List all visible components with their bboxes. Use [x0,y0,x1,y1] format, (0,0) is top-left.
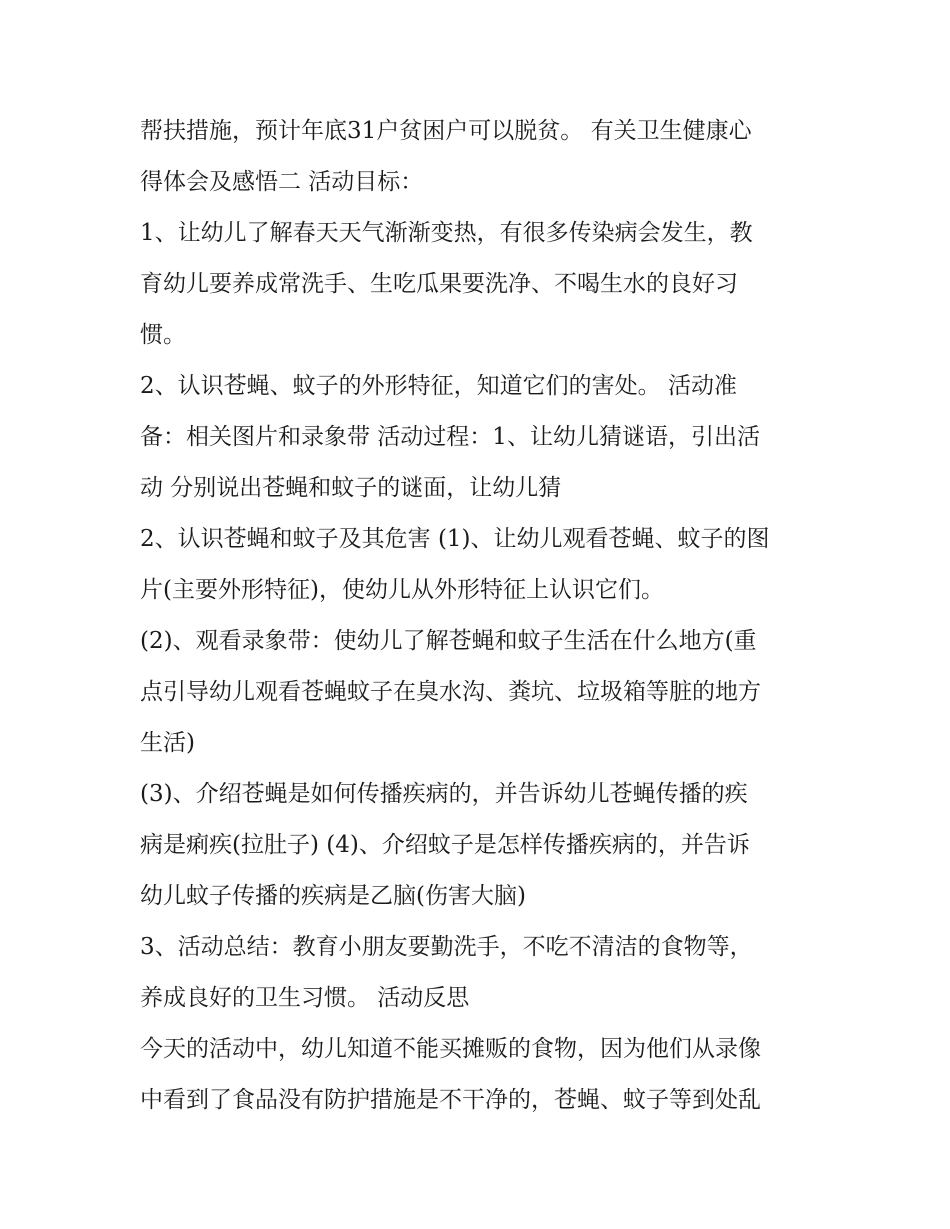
text-line: 2、认识苍蝇、蚊子的外形特征，知道它们的害处。 活动准 [140,373,737,399]
text-line: 育幼儿要养成常洗手、生吃瓜果要洗净、不喝生水的良好习 [140,271,738,297]
text-line: 养成良好的卫生习惯。 活动反思 [140,985,470,1011]
text-line: 帮扶措施，预计年底31户贫困户可以脱贫。 有关卫生健康心 [140,118,752,144]
text-line: 病是痢疾(拉肚子) (4)、介绍蚊子是怎样传播疾病的，并告诉 [140,832,750,858]
paragraph-7 [140,922,830,1024]
paragraph-1 [140,106,830,208]
text-line: 生活) [140,730,195,756]
paragraph-4 [140,514,830,616]
paragraph-3 [140,361,830,514]
paragraph-8 [140,1024,830,1126]
text-line: 动 分别说出苍蝇和蚊子的谜面，让幼儿猜 [140,475,562,501]
text-line: 惯。 [140,322,186,348]
paragraph-5 [140,616,830,769]
text-line: 点引导幼儿观看苍蝇蚊子在臭水沟、粪坑、垃圾箱等脏的地方 [140,679,761,705]
text-line: 中看到了食品没有防护措施是不干净的，苍蝇、蚊子等到处乱 [140,1087,761,1113]
text-line: 得体会及感悟二 活动目标： [140,169,424,195]
text-line: 备：相关图片和录象带 活动过程：1、让幼儿猜谜语，引出活 [140,424,760,450]
text-line: 幼儿蚊子传播的疾病是乙脑(伤害大脑) [140,883,526,909]
text-line: (2)、观看录象带：使幼儿了解苍蝇和蚊子生活在什么地方(重 [140,628,757,654]
text-line: 1、让幼儿了解春天天气渐渐变热，有很多传染病会发生，教 [140,220,753,246]
text-line: 今天的活动中，幼儿知道不能买摊贩的食物，因为他们从录像 [140,1036,761,1062]
text-line: (3)、介绍苍蝇是如何传播疾病的，并告诉幼儿苍蝇传播的疾 [140,781,748,807]
text-line: 2、认识苍蝇和蚊子及其危害 (1)、让幼儿观看苍蝇、蚊子的图 [140,526,770,552]
paragraph-6 [140,769,830,922]
text-line: 片(主要外形特征)，使幼儿从外形特征上认识它们。 [140,577,664,603]
document-body [140,106,830,1126]
text-line: 3、活动总结：教育小朋友要勤洗手，不吃不清洁的食物等， [140,934,753,960]
paragraph-2 [140,208,830,361]
